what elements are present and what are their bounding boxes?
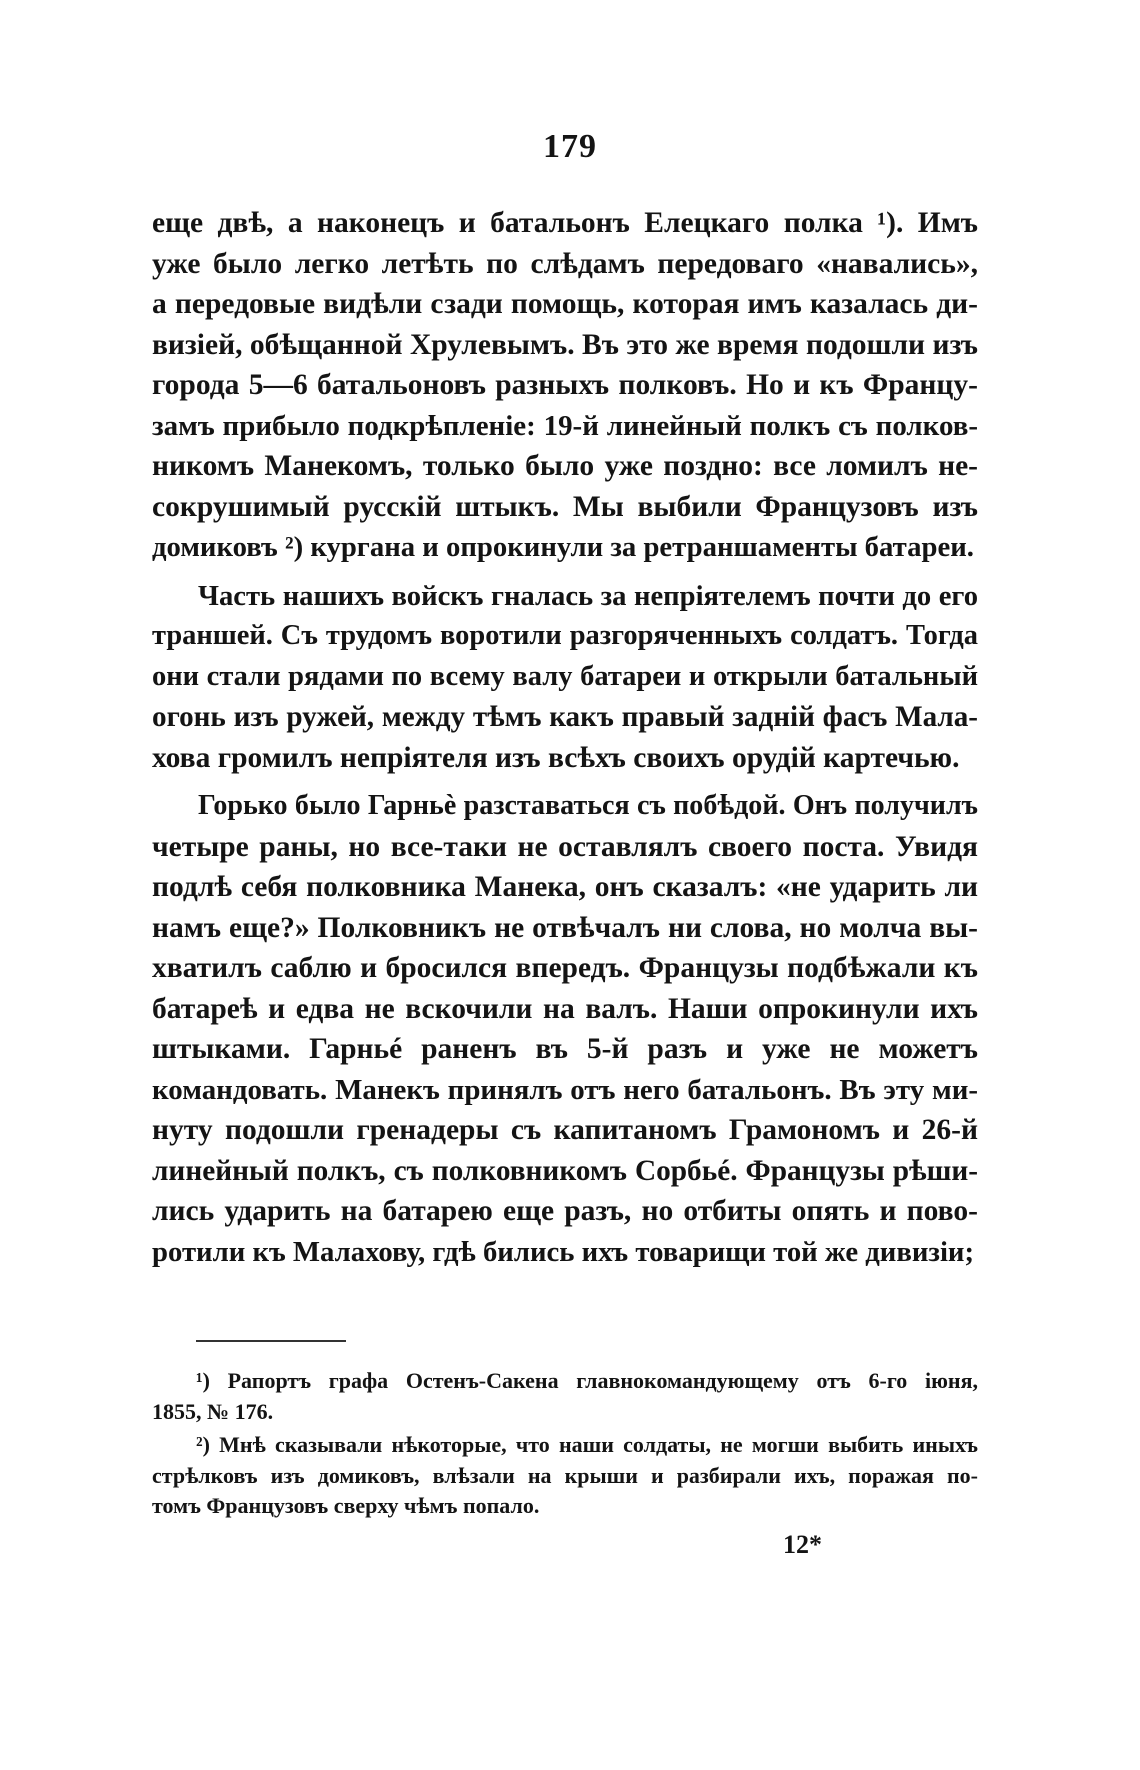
text-line: ротили къ Малахову, гдѣ бились ихъ товарищи той же дивизіи;: [152, 1235, 975, 1268]
paragraph-3: [152, 786, 978, 1272]
text-line: командовать. Манекъ принялъ отъ него батальонъ. Въ эту ми-: [152, 1073, 978, 1106]
text-line: а передовые видѣли сзади помощь, которая имъ казалась ди-: [152, 288, 978, 320]
footnote-line: стрѣлковъ изъ домиковъ, влѣзали на крыши и разбирали ихъ, поражая по-: [152, 1462, 978, 1488]
text-line: Часть нашихъ войскъ гналась за непріятелемъ почти до его: [198, 579, 978, 612]
text-line: подлѣ себя полковника Манека, онъ сказалъ: «не ударить ли: [152, 871, 978, 903]
body-text: [152, 203, 978, 1272]
text-line: хватилъ саблю и бросился впередъ. Французы подбѣжали къ: [152, 952, 978, 984]
paragraph-1: [152, 203, 978, 568]
text-line: нуту подошли гренадеры съ капитаномъ Грамономъ и 26-й: [152, 1114, 978, 1146]
footnote-divider: [196, 1340, 346, 1342]
text-line: замъ прибыло подкрѣпленіе: 19-й линейный полкъ съ полков-: [152, 409, 978, 442]
page-number: 179: [543, 128, 597, 165]
text-line: огонь изъ ружей, между тѣмъ какъ правый задній фасъ Мала-: [152, 701, 978, 733]
paragraph-2: [152, 576, 978, 779]
footnote-2: [152, 1430, 978, 1522]
footnote-1: [152, 1366, 978, 1427]
text-line: визіей, обѣщанной Хрулевымъ. Въ это же время подошли изъ: [152, 328, 978, 361]
text-line: хова громилъ непріятеля изъ всѣхъ своихъ орудій картечью.: [152, 741, 960, 774]
text-line: домиковъ ²) кургана и опрокинули за ретраншаменты батареи.: [152, 531, 974, 563]
text-line: четыре раны, но все-таки не оставлялъ своего поста. Увидя: [152, 830, 978, 863]
text-line: города 5—6 батальоновъ разныхъ полковъ. Но и къ Францу-: [152, 369, 978, 401]
text-line: линейный полкъ, съ полковникомъ Сорбьé. Французы рѣши-: [152, 1154, 978, 1187]
text-line: намъ еще?» Полковникъ не отвѣчалъ ни слова, но молча вы-: [152, 911, 978, 944]
footnotes: [152, 1366, 978, 1522]
text-line: траншей. Съ трудомъ воротили разгоряченныхъ солдатъ. Тогда: [152, 620, 978, 651]
text-line: еще двѣ, а наконецъ и батальонъ Елецкаго полка ¹). Имъ: [152, 207, 978, 239]
footnote-line: ¹) Рапортъ графа Остенъ-Сакена главнокомандующему отъ 6-го іюня,: [196, 1368, 978, 1393]
text-line: уже было легко летѣть по слѣдамъ передоваго «навались»,: [152, 247, 978, 280]
text-line: лись ударить на батарею еще разъ, но отбиты опять и пово-: [152, 1195, 978, 1227]
text-line: Горько было Гарньѐ разставаться съ побѣдой. Онъ получилъ: [198, 790, 978, 821]
text-line: батареѣ и едва не вскочили на валъ. Наши опрокинули ихъ: [152, 992, 978, 1025]
text-line: они стали рядами по всему валу батареи и открыли батальный: [152, 660, 978, 692]
footnote-line: 1855, № 176.: [152, 1398, 274, 1424]
text-line: сокрушимый русскій штыкъ. Мы выбили Французовъ изъ: [152, 490, 978, 523]
footnote-line: томъ Французовъ сверху чѣмъ попало.: [152, 1493, 540, 1518]
text-line: штыками. Гарньé раненъ въ 5-й разъ и уже не можетъ: [152, 1033, 978, 1065]
text-line: никомъ Манекомъ, только было уже поздно: все ломилъ не-: [152, 450, 978, 482]
footnote-line: ²) Мнѣ сказывали нѣкоторые, что наши солдаты, не могши выбить иныхъ: [196, 1432, 978, 1457]
signature-mark: 12*: [783, 1530, 822, 1559]
